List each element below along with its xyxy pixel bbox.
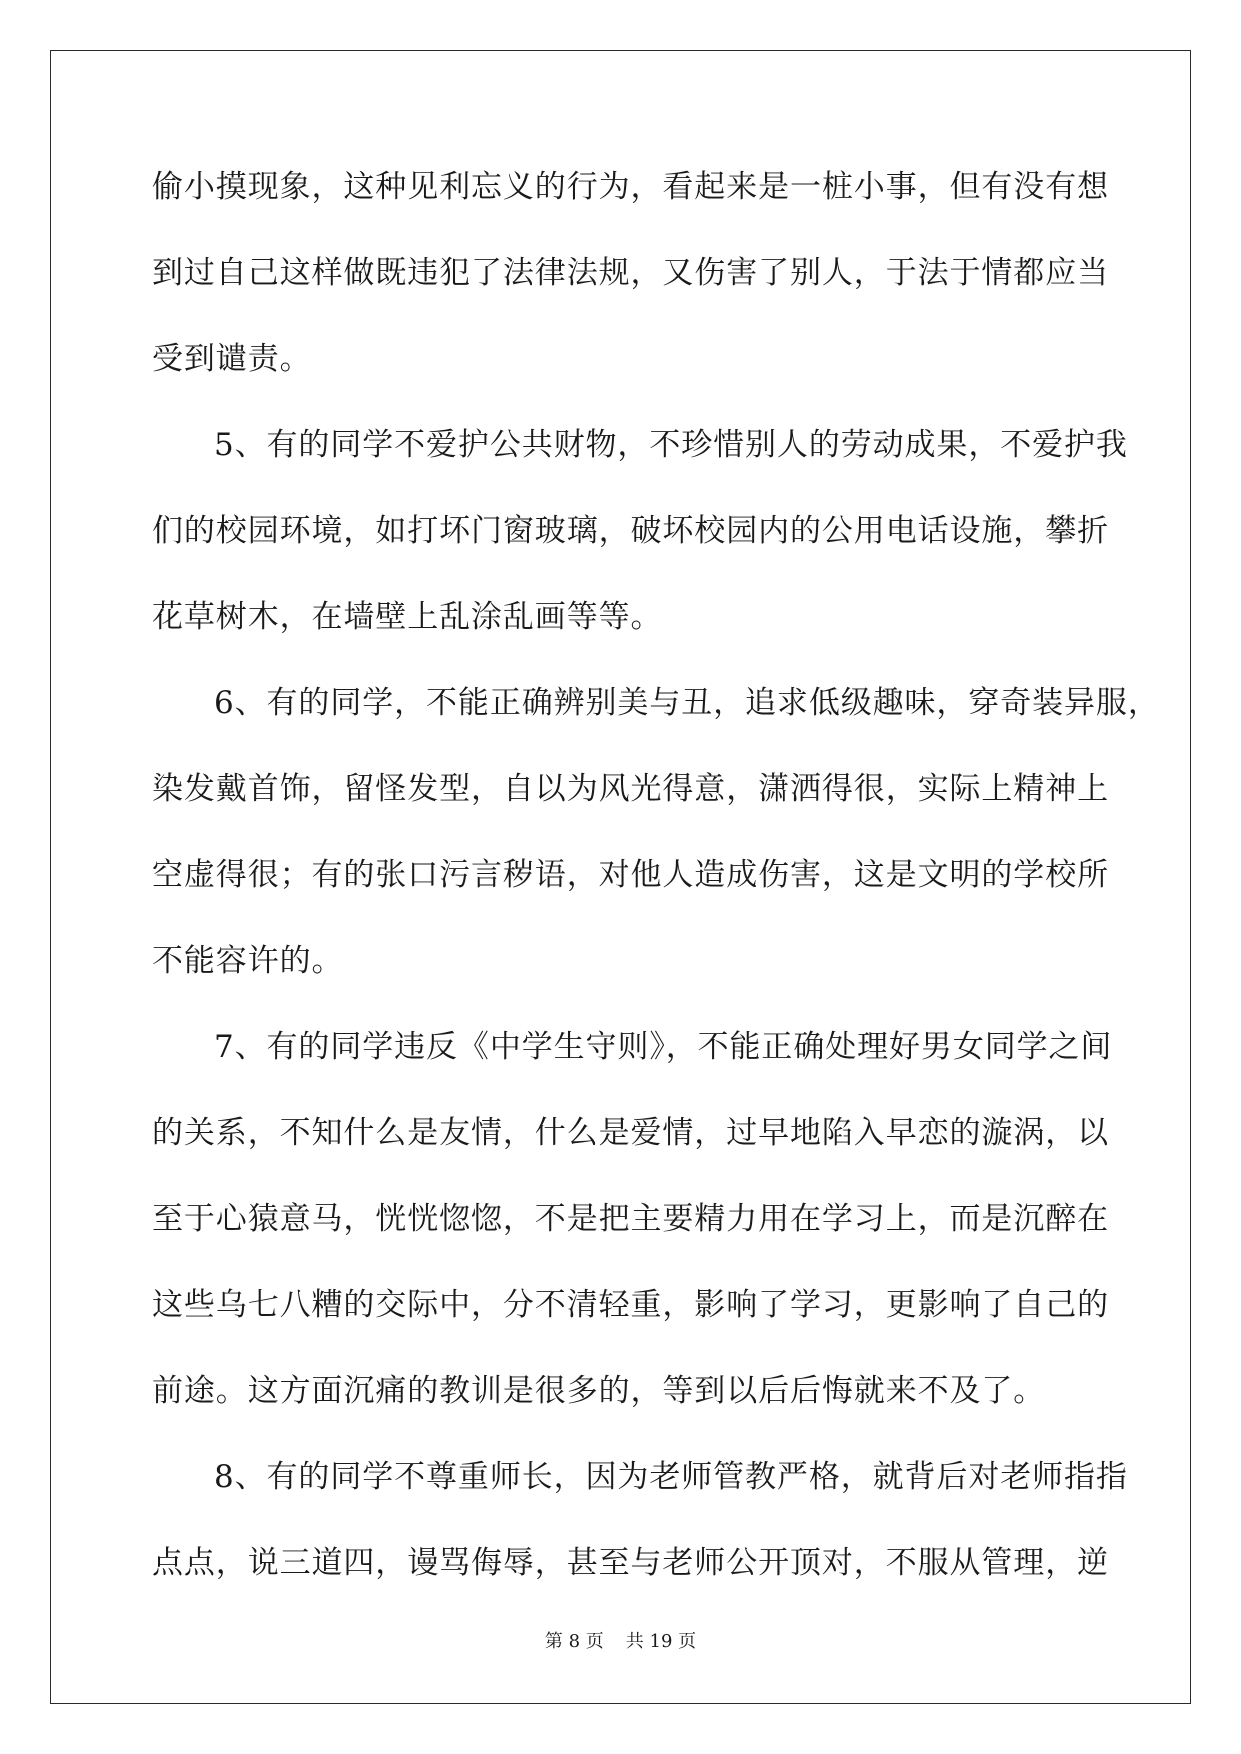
text-line: 这些乌七八糟的交际中，分不清轻重，影响了学习，更影响了自己的 — [152, 1287, 1109, 1323]
text-line: 们的校园环境，如打坏门窗玻璃，破坏校园内的公用电话设施，攀折 — [152, 513, 1109, 549]
paragraph-start-5: 5、有的同学不爱护公共财物，不珍惜别人的劳动成果，不爱护我 — [214, 427, 1128, 463]
page-footer — [0, 1627, 1241, 1653]
text-line: 的关系，不知什么是友情，什么是爱情，过早地陷入早恋的漩涡，以 — [152, 1115, 1109, 1151]
total-pages: 共 19 页 — [625, 1631, 697, 1652]
text-line: 点点，说三道四，谩骂侮辱，甚至与老师公开顶对，不服从管理，逆 — [152, 1545, 1109, 1581]
text-line: 空虚得很；有的张口污言秽语，对他人造成伤害，这是文明的学校所 — [152, 857, 1109, 893]
text-line: 染发戴首饰，留怪发型，自以为风光得意，潇洒得很，实际上精神上 — [152, 771, 1109, 807]
text-line: 偷小摸现象，这种见利忘义的行为，看起来是一桩小事，但有没有想 — [152, 169, 1109, 205]
text-line: 受到谴责。 — [152, 341, 312, 377]
paragraph-start-7: 7、有的同学违反《中学生守则》，不能正确处理好男女同学之间 — [214, 1029, 1113, 1065]
text-line: 到过自己这样做既违犯了法律法规，又伤害了别人，于法于情都应当 — [152, 255, 1109, 291]
paragraph-start-8: 8、有的同学不尊重师长，因为老师管教严格，就背后对老师指指 — [214, 1459, 1128, 1495]
text-line: 前途。这方面沉痛的教训是很多的，等到以后后悔就来不及了。 — [152, 1373, 1046, 1409]
text-line: 不能容许的。 — [152, 943, 344, 979]
text-line: 花草树木，在墙壁上乱涂乱画等等。 — [152, 599, 663, 635]
text-line: 至于心猿意马，恍恍惚惚，不是把主要精力用在学习上，而是沉醉在 — [152, 1201, 1109, 1237]
document-body — [152, 158, 1160, 1620]
paragraph-start-6: 6、有的同学，不能正确辨别美与丑，追求低级趣味，穿奇装异服， — [214, 685, 1160, 721]
current-page-number: 第 8 页 — [544, 1631, 604, 1652]
